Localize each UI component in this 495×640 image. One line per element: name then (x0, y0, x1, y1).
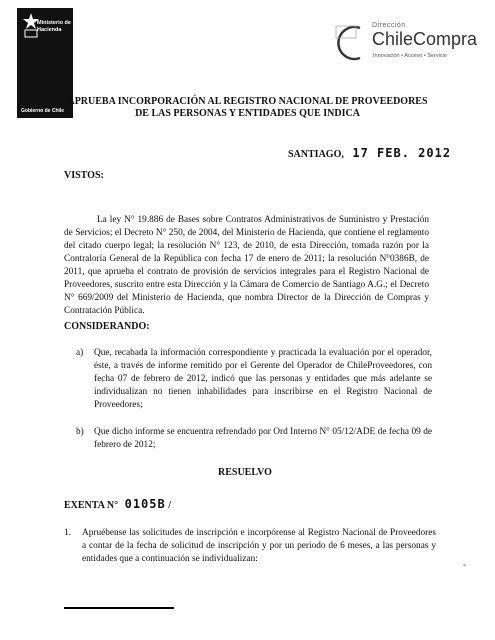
chilecompra-logo (330, 22, 480, 67)
considerando-item-a (76, 347, 432, 412)
place-label: SANTIAGO, (288, 149, 344, 160)
exenta-label: EXENTA N° (64, 500, 119, 511)
logo-tagline: Innovación • Acceso • Servicio (373, 53, 447, 59)
logo-pre-label: Dirección (372, 22, 406, 29)
item-marker: b) (76, 427, 84, 437)
exenta-number-stamp: 0105B (124, 497, 166, 511)
item-text: Apruébense las solicitudes de inscripción e incorpórense al Registro Nacional de Proveedores a contar de la fecha de solicitud de inscripción y por un periodo de 6 meses, a las personas y entidades que a continuación se individualizan: (82, 528, 436, 564)
item-marker: a) (76, 348, 84, 358)
considerando-item-b (76, 426, 432, 452)
logo-name: ChileCompra (372, 29, 478, 49)
vistos-heading: VISTOS: (64, 170, 104, 181)
place-date (288, 146, 451, 160)
item-text: Que, recabada la información correspondiente y practicada la evaluación por el operador, éste, a través de informe remitido por el Gerente del Operador de ChileProveedores, con fecha 07 de febrero de 2012, indicó que las personas y entidades que más adelante se individualizan no tienen inhabilidades para inscribirse en el Registro Nacional de Proveedores; (94, 348, 432, 410)
vistos-text: La ley N° 19.886 de Bases sobre Contratos Administrativos de Suministro y Prestación de Servicios; el Decreto N° 250, de 2004, del Ministerio de Hacienda, que contiene el reglamento del citado cuerpo legal; la resolución N° 123, de 2010, de esta Dirección, tomada razón por la Contraloría General de la República con fecha 17 de enero de 2011; la resolución N°0386B, de 2011, que aprueba el contrato de provisión de servicios integrales para el Registro Nacional de Proveedores, suscrito entre esta Dirección y la Cámara de Comercio de Santiago A.G.; el Decreto N° 669/2009 del Ministerio de Hacienda, que nombra Director de la Dirección de Compras y Contratación Pública. (64, 215, 429, 316)
government-label: Gobierno de Chile (21, 108, 65, 114)
exenta-slash: / (168, 500, 172, 511)
item-text: Que dicho informe se encuentra refrendado por Ord Interno N° 05/12/ADE de fecha 09 de febrero de 2012; (94, 427, 432, 450)
item-marker: 1. (64, 528, 71, 538)
scan-mark: ˜ (463, 563, 466, 573)
ministry-name: Ministerio de Hacienda (37, 20, 71, 33)
vistos-paragraph (64, 214, 429, 318)
considerando-heading: CONSIDERANDO: (64, 321, 150, 332)
document-title: APRUEBA INCORPORACIÓN AL REGISTRO NACIONAL DE PROVEEDORES DE LAS PERSONAS Y ENTIDADES QUE INDICA (67, 96, 428, 119)
exenta-number (64, 497, 171, 511)
date-stamp: 17 FEB. 2012 (352, 146, 452, 160)
chilecompra-mark-icon (330, 22, 370, 64)
resolution-item-1 (64, 527, 436, 566)
resuelvo-heading: RESUELVO (218, 467, 272, 478)
signature-rule (64, 607, 174, 609)
